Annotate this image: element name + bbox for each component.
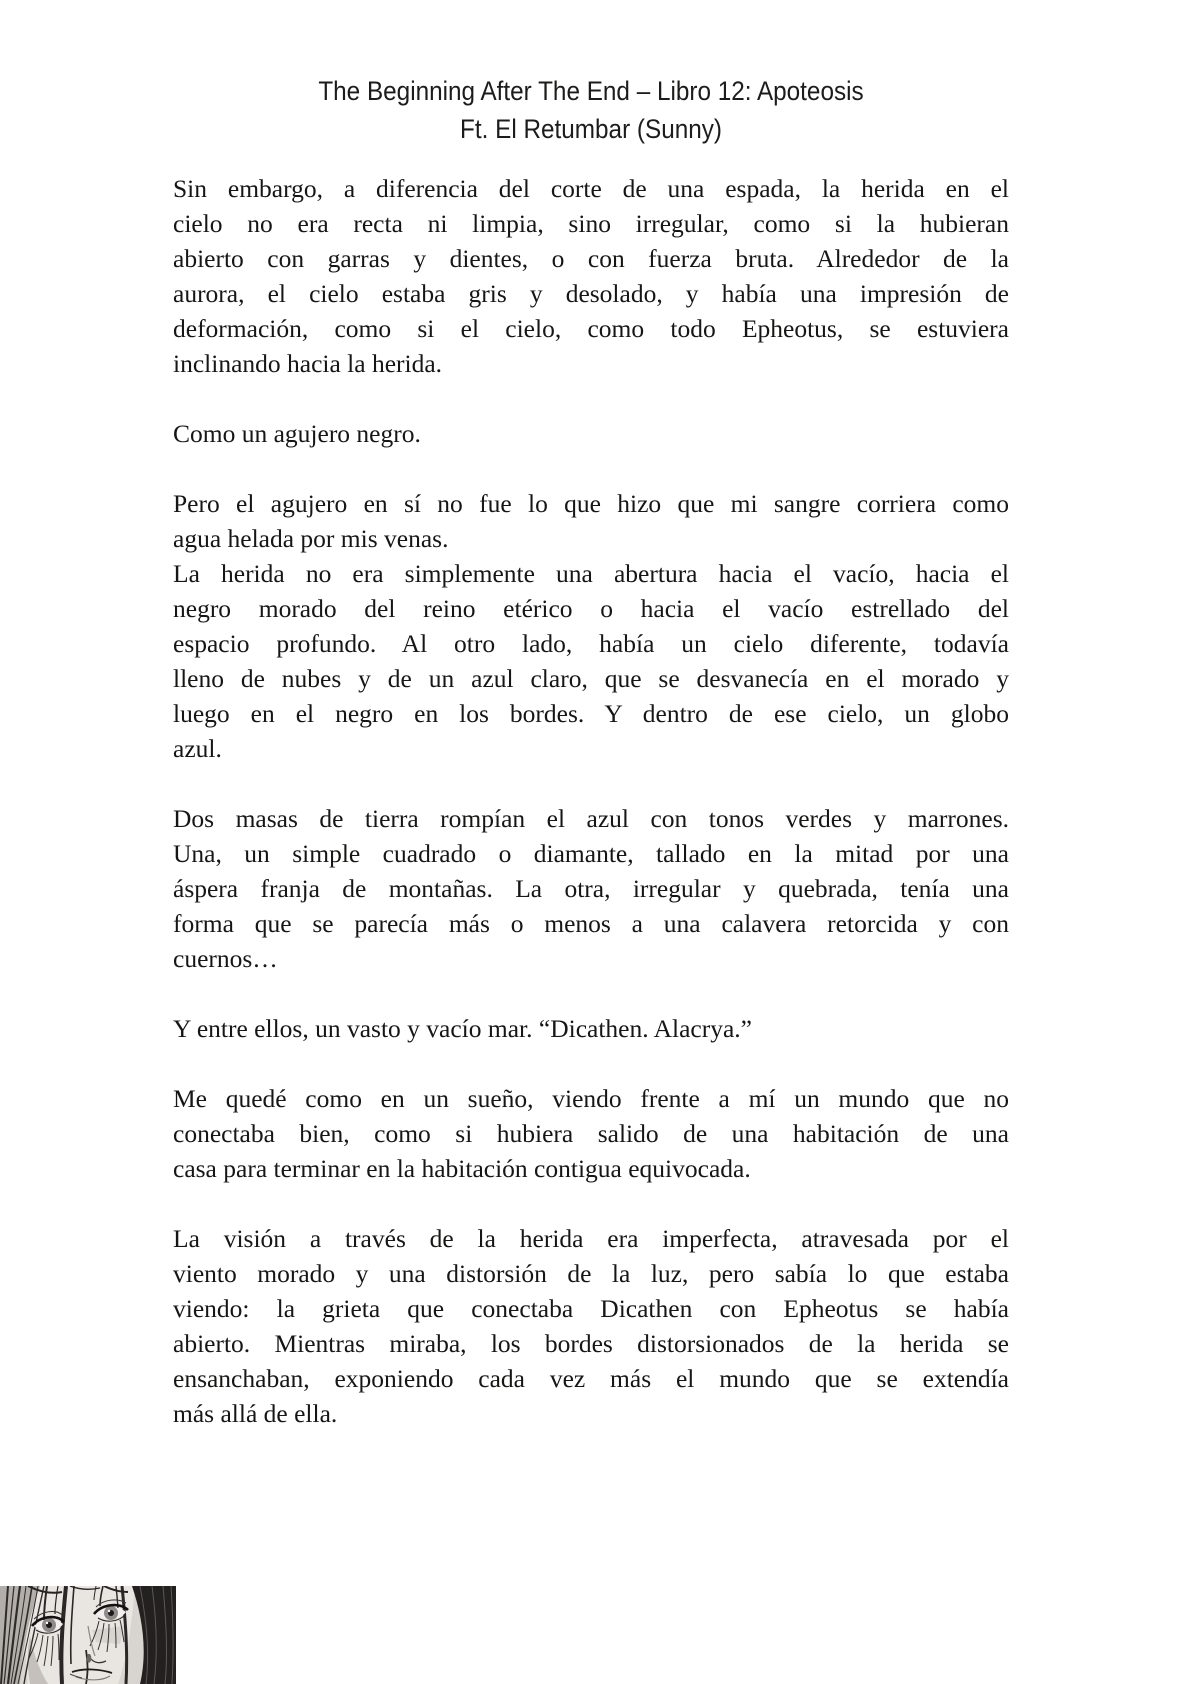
text-line: Me quedé como en un sueño, viendo frente a mí un mundo que no [173,1084,1009,1113]
document-body [173,171,1009,1431]
text-line: azul. [173,734,222,763]
paragraph-block [173,1221,1009,1431]
text-line: forma que se parecía más o menos a una calavera retorcida y con [173,909,1009,938]
text-line: Pero el agujero en sí no fue lo que hizo que mi sangre corriera como [173,489,1009,518]
paragraph-block [173,801,1009,976]
page-title-line1: The Beginning After The End – Libro 12: Apoteosis [318,76,864,106]
text-line: agua helada por mis venas. [173,524,449,553]
text-line: deformación, como si el cielo, como todo Epheotus, se estuviera [173,314,1009,343]
paragraph-block [173,171,1009,381]
manga-face-illustration [0,1586,176,1684]
text-line: viento morado y una distorsión de la luz, pero sabía lo que estaba [173,1259,1009,1288]
text-line: La herida no era simplemente una abertura hacia el vacío, hacia el [173,559,1009,588]
paragraph-block [173,416,1009,451]
paragraph-block [173,486,1009,766]
text-line: viendo: la grieta que conectaba Dicathen con Epheotus se había [173,1294,1009,1323]
text-line: más allá de ella. [173,1399,338,1428]
text-line: espacio profundo. Al otro lado, había un cielo diferente, todavía [173,629,1009,658]
page-title [173,72,1009,148]
text-line: La visión a través de la herida era imperfecta, atravesada por el [173,1224,1009,1253]
text-line: luego en el negro en los bordes. Y dentro de ese cielo, un globo [173,699,1009,728]
text-line: abierto con garras y dientes, o con fuerza bruta. Alrededor de la [173,244,1009,273]
text-line: inclinando hacia la herida. [173,349,443,378]
text-line: Dos masas de tierra rompían el azul con tonos verdes y marrones. [173,804,1009,833]
page-title-line2: Ft. El Retumbar (Sunny) [460,114,722,144]
text-line: ensanchaban, exponiendo cada vez más el mundo que se extendía [173,1364,1009,1393]
text-line: cuernos… [173,944,278,973]
text-line: aurora, el cielo estaba gris y desolado, y había una impresión de [173,279,1009,308]
manga-face-image [0,1586,176,1684]
text-line: Como un agujero negro. [173,419,421,448]
text-line: negro morado del reino etérico o hacia el vacío estrellado del [173,594,1009,623]
paragraph-block [173,1011,1009,1046]
text-line: casa para terminar en la habitación contigua equivocada. [173,1154,751,1183]
paragraph-block [173,1081,1009,1186]
text-line: Y entre ellos, un vasto y vacío mar. “Dicathen. Alacrya.” [173,1014,752,1043]
text-line: áspera franja de montañas. La otra, irregular y quebrada, tenía una [173,874,1009,903]
text-line: cielo no era recta ni limpia, sino irregular, como si la hubieran [173,209,1009,238]
text-line: abierto. Mientras miraba, los bordes distorsionados de la herida se [173,1329,1009,1358]
text-line: Una, un simple cuadrado o diamante, tallado en la mitad por una [173,839,1009,868]
text-line: conectaba bien, como si hubiera salido de una habitación de una [173,1119,1009,1148]
text-line: lleno de nubes y de un azul claro, que se desvanecía en el morado y [173,664,1009,693]
text-line: Sin embargo, a diferencia del corte de una espada, la herida en el [173,174,1009,203]
